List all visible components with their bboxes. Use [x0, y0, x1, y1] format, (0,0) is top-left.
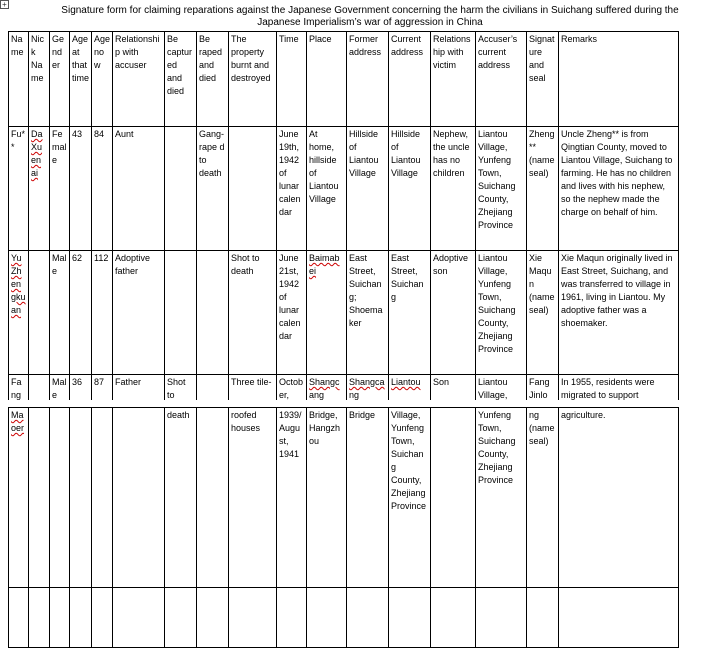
cell-property: roofed houses — [229, 408, 277, 588]
header-former-address: Former address — [347, 32, 389, 127]
cell-former-address: Hillside of Liantou Village — [347, 127, 389, 251]
cell-place: Shangcang — [307, 375, 347, 404]
cell-time: June 21st, 1942 of lunar calendar — [277, 251, 307, 375]
cell-accuser-address: Liantou Village, — [476, 375, 527, 404]
header-time: Time — [277, 32, 307, 127]
cell-place: Bridge, Hangzhou — [307, 408, 347, 588]
header-captured: Be captured and died — [165, 32, 197, 127]
cell-former-address: Shangcang — [347, 375, 389, 404]
cell-captured — [165, 251, 197, 375]
cell-former-address: Bridge — [347, 408, 389, 588]
cell-place: Baimabei — [307, 251, 347, 375]
cell-relationship-victim: Nephew, the uncle has no children — [431, 127, 476, 251]
cell-remarks: Xie Maqun originally lived in East Street, Suichang, and was transferred to village in 1961, living in Liantou. My adoptive father was a shoemaker. — [559, 251, 679, 375]
cell-age-now: 84 — [92, 127, 113, 251]
cell-name: Maoer — [9, 408, 29, 588]
empty-cell — [389, 588, 431, 648]
cell-remarks: Uncle Zheng** is from Qingtian County, moved to Liantou Village, Suichang to farming. He has no children and lives with his nephew, so the nephew made the charge on behalf of him. — [559, 127, 679, 251]
page-break — [0, 400, 719, 407]
header-accuser-address: Accuser’s current address — [476, 32, 527, 127]
cell-age-then: 36 — [70, 375, 92, 404]
cell-current-address: Hillside of Liantou Village — [389, 127, 431, 251]
cell-nickname — [29, 251, 50, 375]
header-signature: Signature and seal — [527, 32, 559, 127]
empty-cell — [29, 588, 50, 648]
cell-signature: Zheng** (name seal) — [527, 127, 559, 251]
header-current-address: Current address — [389, 32, 431, 127]
cell-age-now: 87 — [92, 375, 113, 404]
empty-cell — [347, 588, 389, 648]
cell-gender: Male — [50, 251, 70, 375]
header-age-then: Age at that time — [70, 32, 92, 127]
table-row — [9, 408, 679, 588]
cell-relationship-victim: Adoptive son — [431, 251, 476, 375]
cell-gender — [50, 408, 70, 588]
empty-cell — [9, 588, 29, 648]
move-anchor-icon[interactable]: + — [0, 0, 9, 9]
empty-cell — [431, 588, 476, 648]
header-nickname: Nick Name — [29, 32, 50, 127]
cell-accuser-address: Liantou Village, Yunfeng Town, Suichang County, Zhejiang Province — [476, 127, 527, 251]
header-relationship: Relationship with accuser — [113, 32, 165, 127]
cell-relationship: Father — [113, 375, 165, 404]
cell-age-now — [92, 408, 113, 588]
cell-former-address: East Street, Suichang; Shoemaker — [347, 251, 389, 375]
cell-remarks: In 1955, residents were migrated to support — [559, 375, 679, 404]
cell-gender: Female — [50, 127, 70, 251]
cell-name: Fu** — [9, 127, 29, 251]
cell-current-address: Liantou — [389, 375, 431, 404]
empty-row — [9, 588, 679, 648]
cell-remarks: agriculture. — [559, 408, 679, 588]
header-remarks: Remarks — [559, 32, 679, 127]
cell-raped: Gang-rape d to death — [197, 127, 229, 251]
header-row — [9, 32, 679, 127]
header-relationship-victim: Relationship with victim — [431, 32, 476, 127]
header-name: Name — [9, 32, 29, 127]
cell-age-now: 112 — [92, 251, 113, 375]
cell-time: 1939/August, 1941 — [277, 408, 307, 588]
cell-accuser-address: Liantou Village, Yunfeng Town, Suichang County, Zhejiang Province — [476, 251, 527, 375]
cell-relationship-victim: Son — [431, 375, 476, 404]
empty-cell — [527, 588, 559, 648]
empty-cell — [70, 588, 92, 648]
cell-age-then: 43 — [70, 127, 92, 251]
empty-cell — [113, 588, 165, 648]
reparation-table-page-2 — [8, 407, 679, 648]
cell-property: Shot to death — [229, 251, 277, 375]
empty-cell — [229, 588, 277, 648]
cell-gender: Male — [50, 375, 70, 404]
cell-property — [229, 127, 277, 251]
cell-current-address: East Street, Suichang — [389, 251, 431, 375]
empty-cell — [307, 588, 347, 648]
cell-captured: Shot to — [165, 375, 197, 404]
cell-relationship — [113, 408, 165, 588]
cell-captured — [165, 127, 197, 251]
empty-cell — [476, 588, 527, 648]
empty-cell — [165, 588, 197, 648]
cell-captured: death — [165, 408, 197, 588]
cell-raped — [197, 408, 229, 588]
header-age-now: Age now — [92, 32, 113, 127]
cell-name: Fang — [9, 375, 29, 404]
header-gender: Gender — [50, 32, 70, 127]
cell-time: October, — [277, 375, 307, 404]
cell-relationship-victim — [431, 408, 476, 588]
reparation-table-page-1 — [8, 31, 679, 404]
cell-place: At home, hillside of Liantou Village — [307, 127, 347, 251]
cell-relationship: Aunt — [113, 127, 165, 251]
cell-raped — [197, 251, 229, 375]
cell-age-then — [70, 408, 92, 588]
cell-signature: Fang Jinlo — [527, 375, 559, 404]
cell-time: June 19th, 1942 of lunar calendar — [277, 127, 307, 251]
empty-cell — [197, 588, 229, 648]
cell-signature: ng (name seal) — [527, 408, 559, 588]
header-property: The property burnt and destroyed — [229, 32, 277, 127]
cell-name: Yu Zhengkuan — [9, 251, 29, 375]
empty-cell — [277, 588, 307, 648]
cell-relationship: Adoptive father — [113, 251, 165, 375]
cell-signature: Xie Maqun (name seal) — [527, 251, 559, 375]
cell-nickname: Da Xu en ai — [29, 127, 50, 251]
cell-nickname — [29, 408, 50, 588]
cell-current-address: Village, Yunfeng Town, Suichang County, Zhejiang Province — [389, 408, 431, 588]
table-row — [9, 251, 679, 375]
empty-cell — [50, 588, 70, 648]
cell-property: Three tile- — [229, 375, 277, 404]
table-row — [9, 127, 679, 251]
document-title: Signature form for claiming reparations against the Japanese Government concerning the harm the civilians in Suichang suffered during the Japanese Imperialism’s war of aggression in China — [61, 5, 679, 28]
header-place: Place — [307, 32, 347, 127]
cell-accuser-address: Yunfeng Town, Suichang County, Zhejiang Province — [476, 408, 527, 588]
header-raped: Be raped and died — [197, 32, 229, 127]
empty-cell — [559, 588, 679, 648]
empty-cell — [92, 588, 113, 648]
cell-age-then: 62 — [70, 251, 92, 375]
